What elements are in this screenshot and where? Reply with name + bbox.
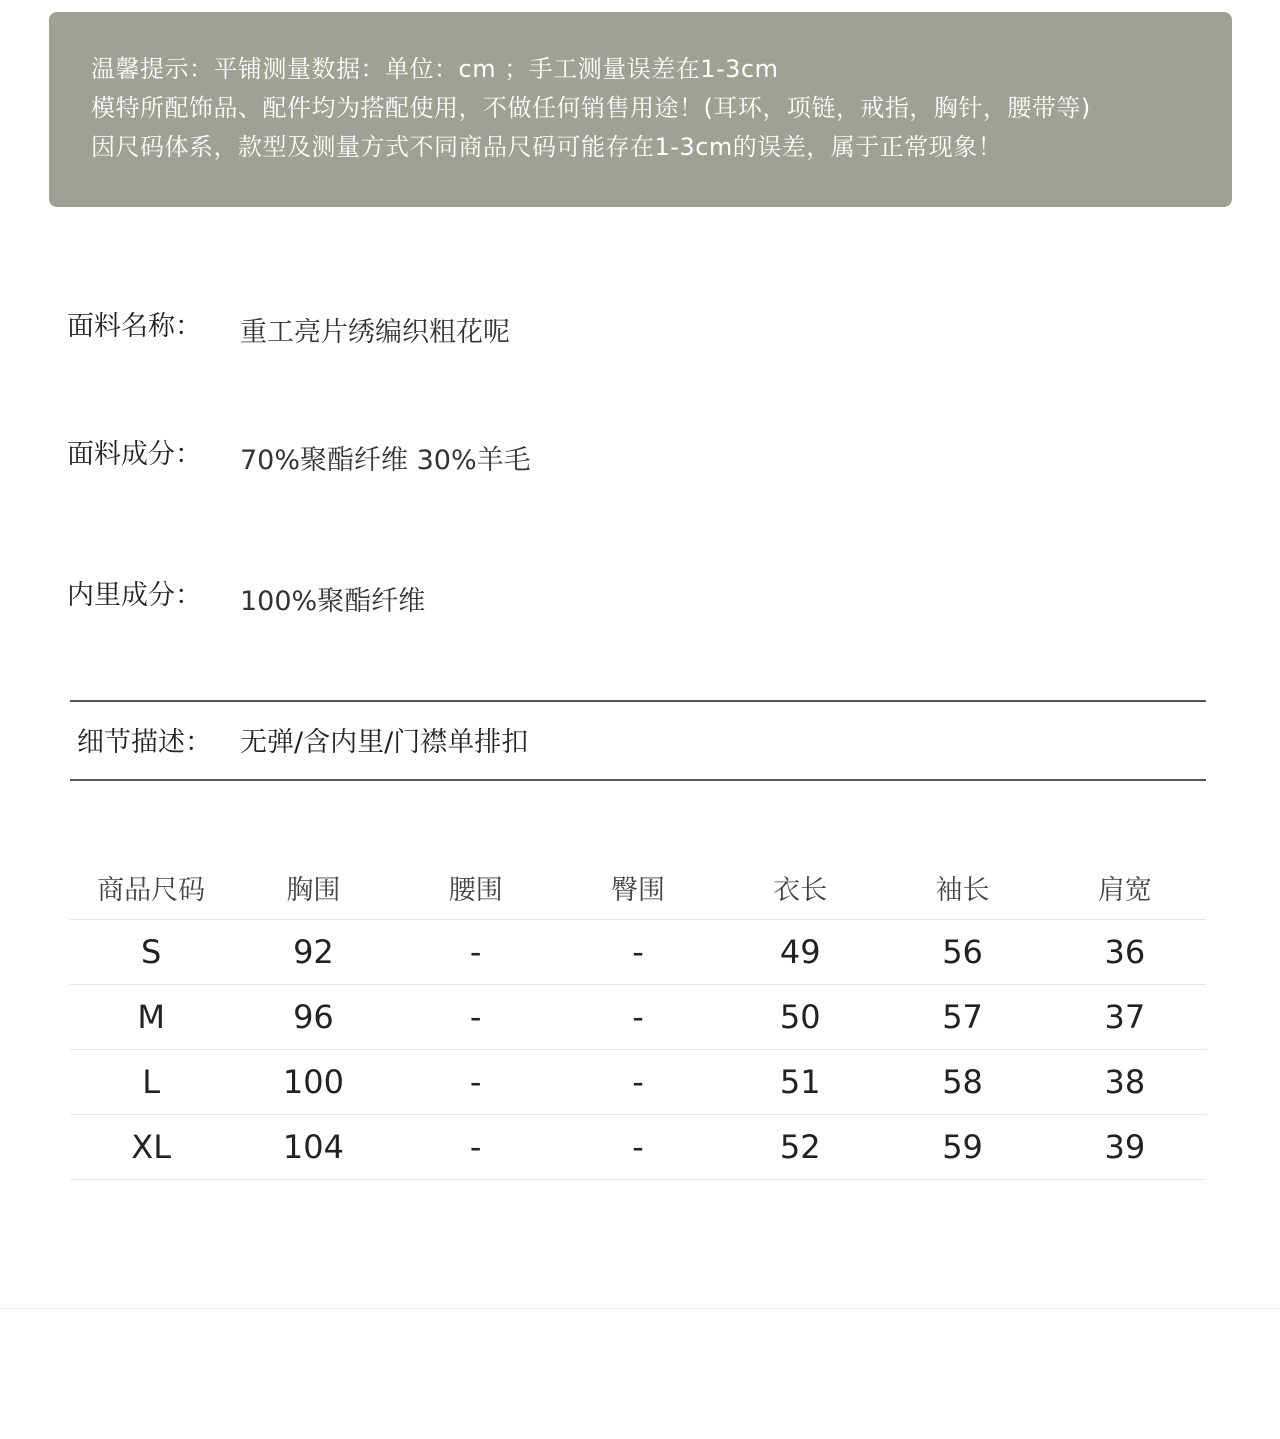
cell-sleeve: 56 <box>881 920 1043 985</box>
cell-chest: 96 <box>232 985 394 1050</box>
details-label: 细节描述： <box>77 727 212 758</box>
cell-waist: - <box>395 920 557 985</box>
details-top-divider <box>70 700 1206 702</box>
notice-line-3: 因尺码体系，款型及测量方式不同商品尺码可能存在1-3cm的误差，属于正常现象！ <box>91 133 1003 161</box>
cell-length: 52 <box>719 1115 881 1180</box>
table-row <box>70 920 1206 985</box>
cell-chest: 100 <box>232 1050 394 1115</box>
size-table-header-row <box>70 855 1206 920</box>
fabric-content-label: 面料成分： <box>67 439 202 470</box>
notice-line-2: 模特所配饰品、配件均为搭配使用，不做任何销售用途！(耳环，项链，戒指，胸针，腰带等) <box>91 94 1091 122</box>
cell-shoulder: 37 <box>1044 985 1206 1050</box>
lining-content-label: 内里成分： <box>67 580 202 611</box>
notice-banner <box>49 12 1232 207</box>
cell-sleeve: 59 <box>881 1115 1043 1180</box>
fabric-name-row <box>67 304 510 348</box>
cell-sleeve: 58 <box>881 1050 1043 1115</box>
details-value: 无弹/含内里/门襟单排扣 <box>240 727 529 758</box>
header-hip: 臀围 <box>557 855 719 920</box>
cell-chest: 104 <box>232 1115 394 1180</box>
table-row <box>70 1050 1206 1115</box>
cell-length: 51 <box>719 1050 881 1115</box>
cell-size: M <box>70 985 232 1050</box>
notice-line-1: 温馨提示：平铺测量数据：单位：cm ；手工测量误差在1-3cm <box>91 55 779 83</box>
cell-waist: - <box>395 1115 557 1180</box>
lining-content-value: 100%聚酯纤维 <box>240 586 426 617</box>
cell-size: S <box>70 920 232 985</box>
cell-hip: - <box>557 1050 719 1115</box>
details-bottom-divider <box>70 779 1206 781</box>
fabric-content-row <box>67 432 531 476</box>
table-row <box>70 985 1206 1050</box>
cell-hip: - <box>557 920 719 985</box>
header-size: 商品尺码 <box>70 855 232 920</box>
footer-divider <box>0 1308 1280 1309</box>
cell-shoulder: 38 <box>1044 1050 1206 1115</box>
cell-size: L <box>70 1050 232 1115</box>
header-length: 衣长 <box>719 855 881 920</box>
cell-chest: 92 <box>232 920 394 985</box>
cell-length: 49 <box>719 920 881 985</box>
header-chest: 胸围 <box>232 855 394 920</box>
cell-size: XL <box>70 1115 232 1180</box>
cell-length: 50 <box>719 985 881 1050</box>
size-table <box>70 855 1206 1180</box>
fabric-content-value: 70%聚酯纤维 30%羊毛 <box>240 445 531 476</box>
header-shoulder: 肩宽 <box>1044 855 1206 920</box>
cell-shoulder: 39 <box>1044 1115 1206 1180</box>
details-row <box>77 720 528 759</box>
cell-hip: - <box>557 985 719 1050</box>
header-waist: 腰围 <box>395 855 557 920</box>
table-row <box>70 1115 1206 1180</box>
cell-waist: - <box>395 1050 557 1115</box>
cell-waist: - <box>395 985 557 1050</box>
cell-hip: - <box>557 1115 719 1180</box>
cell-sleeve: 57 <box>881 985 1043 1050</box>
fabric-name-label: 面料名称： <box>67 311 202 342</box>
cell-shoulder: 36 <box>1044 920 1206 985</box>
header-sleeve: 袖长 <box>881 855 1043 920</box>
fabric-name-value: 重工亮片绣编织粗花呢 <box>240 317 510 348</box>
lining-content-row <box>67 573 426 617</box>
